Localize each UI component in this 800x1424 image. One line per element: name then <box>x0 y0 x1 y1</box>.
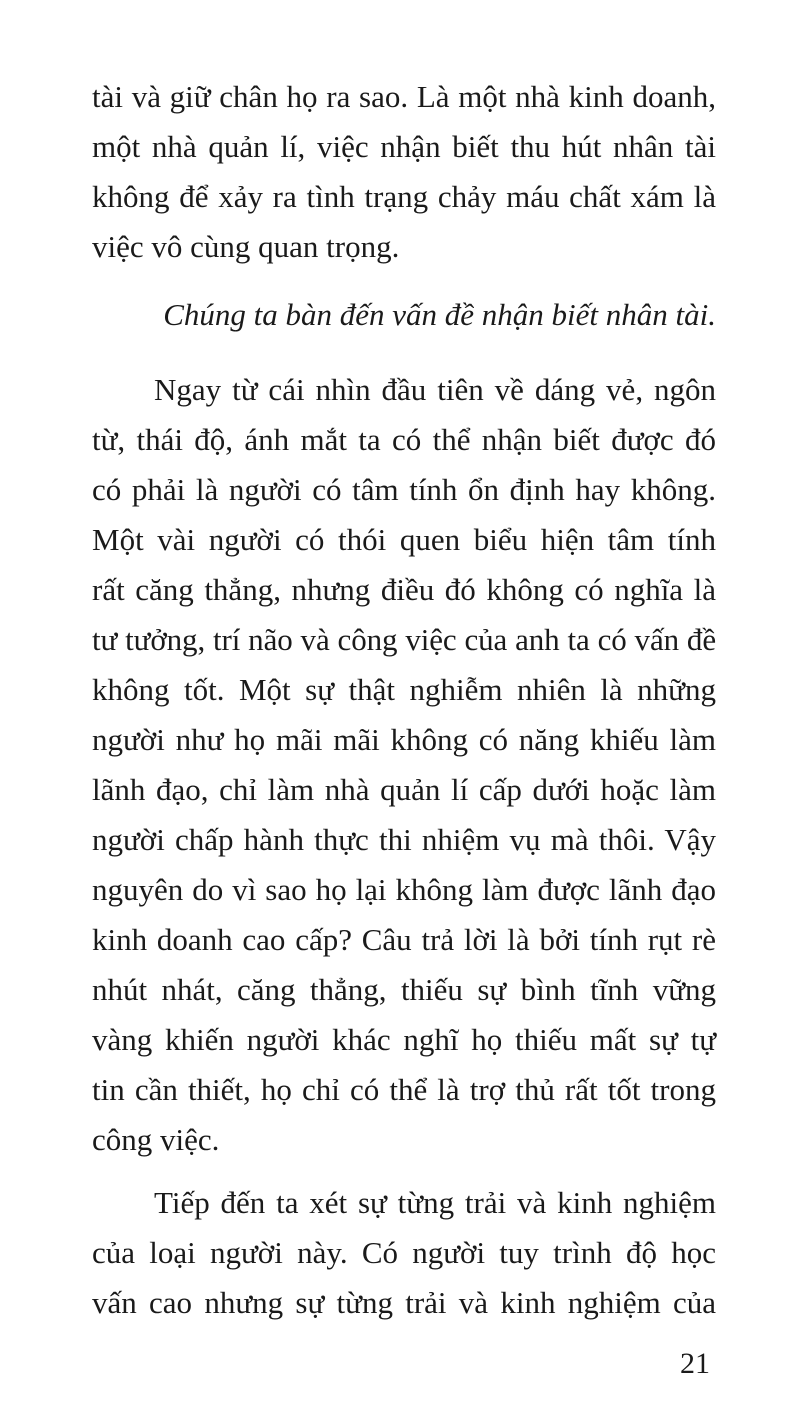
text-line: công việc. <box>92 1122 220 1157</box>
paragraph-3 <box>92 365 716 1165</box>
text-line: người chấp hành thực thi nhiệm vụ mà thôi. Vậy <box>92 822 716 857</box>
text-line: kinh doanh cao cấp? Câu trả lời là bởi tính rụt rè <box>92 922 716 957</box>
paragraph-1 <box>92 72 716 272</box>
text-line: Một vài người có thói quen biểu hiện tâm tính <box>92 522 716 557</box>
text-line: tư tưởng, trí não và công việc của anh ta có vấn đề <box>92 622 716 657</box>
text-line: từ, thái độ, ánh mắt ta có thể nhận biết được đó <box>92 422 716 457</box>
text-line: nhút nhát, căng thẳng, thiếu sự bình tĩnh vững <box>92 972 716 1007</box>
text-line: có phải là người có tâm tính ổn định hay không. <box>92 472 716 507</box>
text-line: người như họ mãi mãi không có năng khiếu làm <box>92 722 716 757</box>
text-line: lãnh đạo, chỉ làm nhà quản lí cấp dưới hoặc làm <box>92 772 716 807</box>
page-number: 21 <box>680 1347 710 1380</box>
text-line: một nhà quản lí, việc nhận biết thu hút nhân tài <box>92 129 716 164</box>
text-line: không để xảy ra tình trạng chảy máu chất xám là <box>92 179 716 214</box>
text-line: rất căng thẳng, nhưng điều đó không có nghĩa là <box>92 572 716 607</box>
text-line: của loại người này. Có người tuy trình độ học <box>92 1235 716 1270</box>
text-line: tài và giữ chân họ ra sao. Là một nhà kinh doanh, <box>92 79 716 114</box>
text-line: tin cần thiết, họ chỉ có thể là trợ thủ rất tốt trong <box>92 1072 716 1107</box>
text-line: Ngay từ cái nhìn đầu tiên về dáng vẻ, ngôn <box>154 372 716 407</box>
text-line: nguyên do vì sao họ lại không làm được lãnh đạo <box>92 872 716 907</box>
paragraph-4 <box>92 1178 716 1328</box>
text-line: không tốt. Một sự thật nghiễm nhiên là những <box>92 672 716 707</box>
italic-heading-paragraph <box>92 290 716 340</box>
text-line: Tiếp đến ta xét sự từng trải và kinh nghiệm <box>154 1185 716 1220</box>
text-line: vàng khiến người khác nghĩ họ thiếu mất sự tự <box>92 1022 716 1057</box>
text-line: việc vô cùng quan trọng. <box>92 229 400 264</box>
text-line: vấn cao nhưng sự từng trải và kinh nghiệm của <box>92 1285 716 1320</box>
italic-line: Chúng ta bàn đến vấn đề nhận biết nhân tài. <box>163 297 716 332</box>
